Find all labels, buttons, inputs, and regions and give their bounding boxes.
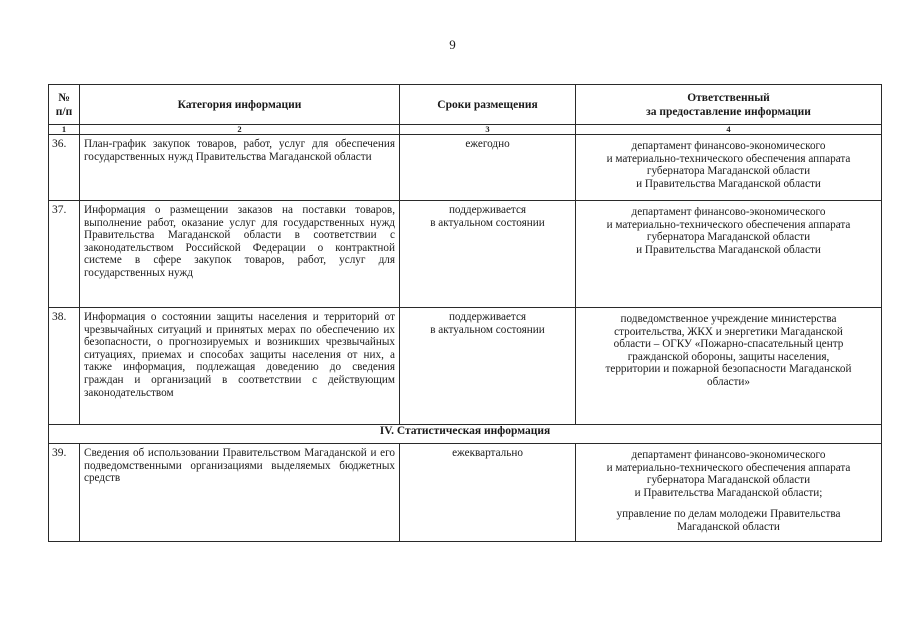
row-category: План-график закупок товаров, работ, услуг для обеспечения государственных нужд Правительства Магаданской области (80, 135, 400, 201)
header-category: Категория информации (80, 85, 400, 125)
table-row (49, 308, 882, 425)
row-category: Информация о состоянии защиты населения и территорий от чрезвычайных ситуаций и принятых мерах по обеспечению их безопасности, о прогнозируемых и возникших чрезвычайных ситуациях, приемах и способах защиты населения от них, а также информация, подлежащая доведению до сведения граждан и организаций в соответствии с действующим законодательством (80, 308, 400, 425)
row-responsible: подведомственное учреждение министерства строительства, ЖКХ и энергетики Магаданской области – ОГКУ «Пожарно-спасательный центр гражданской обороны, защиты населения, территории и пожарной безопасности Магаданской области» (576, 308, 882, 425)
row-responsible: департамент финансово-экономического и материально-технического обеспечения аппарата губернатора Магаданской области и Правительства Магаданской области (576, 135, 882, 201)
row-responsible: департамент финансово-экономического и материально-технического обеспечения аппарата губернатора Магаданской области и Правительства Магаданской области; (606, 449, 851, 499)
column-number-3: 3 (400, 125, 576, 135)
column-number-2: 2 (80, 125, 400, 135)
column-number-1: 1 (49, 125, 80, 135)
header-responsible: Ответственный за предоставление информации (576, 85, 882, 125)
row-responsible-extra: управление по делам молодежи Правительства Магаданской области (616, 508, 841, 533)
column-number-4: 4 (576, 125, 882, 135)
row-responsible: департамент финансово-экономического и материально-технического обеспечения аппарата губернатора Магаданской области и Правительства Магаданской области (576, 201, 882, 308)
row-terms: поддерживается в актуальном состоянии (400, 308, 576, 425)
row-terms: поддерживается в актуальном состоянии (400, 201, 576, 308)
row-number: 38. (49, 308, 80, 425)
section-title: IV. Статистическая информация (49, 425, 882, 444)
row-number: 36. (49, 135, 80, 201)
information-table (48, 84, 882, 542)
header-num: № п/п (49, 85, 80, 125)
table-row (49, 444, 882, 542)
row-number: 37. (49, 201, 80, 308)
row-category: Информация о размещении заказов на поставки товаров, выполнение работ, оказание услуг для государственных нужд Правительства Магаданской области в соответствии с законодательством Российской Федерации о контрактной системе в сфере закупок товаров, работ, услуг для государственных нужд (80, 201, 400, 308)
row-responsible-cell (576, 444, 882, 542)
section-header-row (49, 425, 882, 444)
table-header-row (49, 85, 882, 125)
table-row (49, 201, 882, 308)
row-terms: ежегодно (400, 135, 576, 201)
row-category: Сведения об использовании Правительством Магаданской и его подведомственными организациями выделяемых бюджетных средств (80, 444, 400, 542)
page-number: 9 (449, 37, 456, 52)
column-number-row (49, 125, 882, 135)
row-terms: ежеквартально (400, 444, 576, 542)
row-number: 39. (49, 444, 80, 542)
table-row (49, 135, 882, 201)
header-terms: Сроки размещения (400, 85, 576, 125)
